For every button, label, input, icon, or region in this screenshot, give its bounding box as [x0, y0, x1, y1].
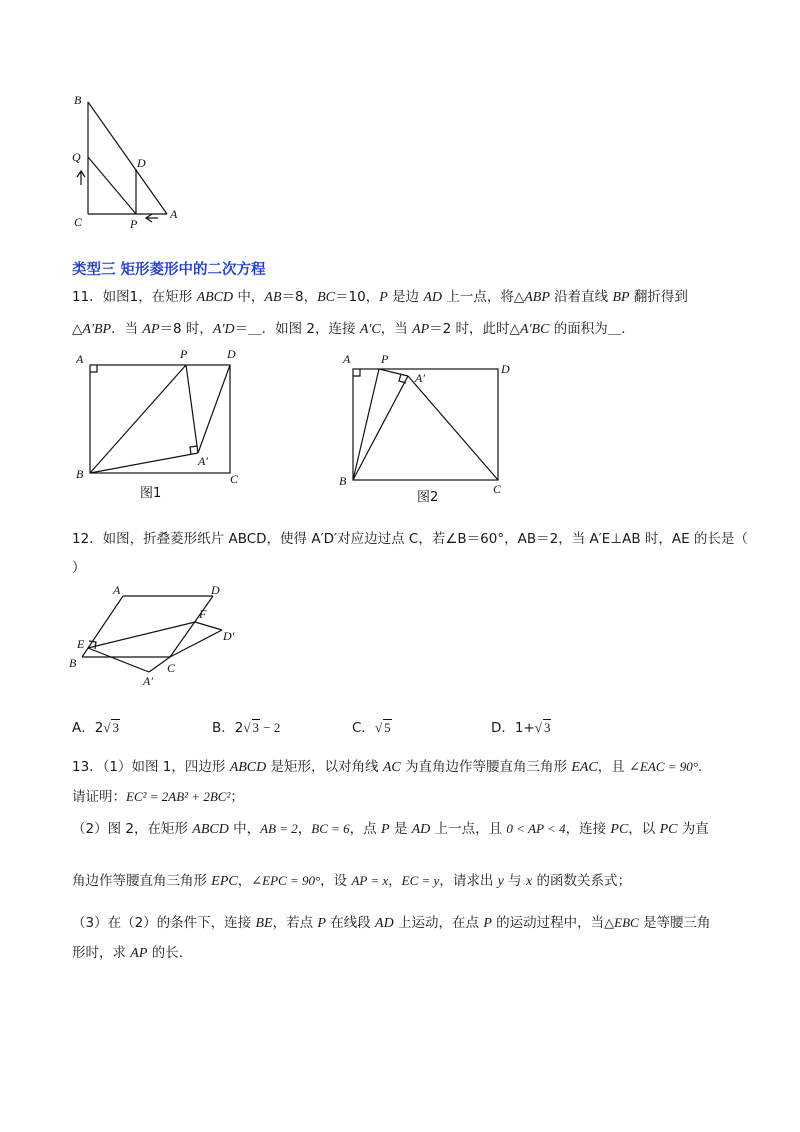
vertex-label: P [130, 217, 138, 231]
vertex-label: A′ [143, 674, 153, 685]
figure-caption: 图1 [140, 486, 162, 501]
vertex-label: P [180, 347, 188, 361]
vertex-label: C [493, 482, 502, 496]
q11-line-1: 11．如图1，在矩形 ABCD 中，AB＝8，BC＝10，P 是边 AD 上一点，将△ABP 沿着直线 BP 翻折得到 [72, 289, 688, 305]
q13-part2-line-1: （2）图 2，在矩形 ABCD 中，AB = 2，BC = 6，点 P 是 AD 上一点，且 0 < AP < 4，连接 PC，以 PC 为直 [72, 821, 709, 837]
q13-part1-line-2: 请证明：EC² = 2AB² + 2BC²； [72, 789, 244, 805]
vertex-label: B [76, 467, 84, 481]
vertex-label: A′ [198, 454, 208, 468]
vertex-label: F [199, 607, 207, 621]
vertex-label: A [170, 207, 178, 221]
q13-part3-line-1: （3）在（2）的条件下，连接 BE，若点 P 在线段 AD 上运动，在点 P 的运动过程中，当△EBC 是等腰三角 [72, 915, 711, 931]
figure-11-2 [335, 345, 525, 505]
vertex-label: A [113, 583, 121, 597]
figure-top-triangle [60, 90, 190, 235]
choice-c[interactable]: C．√ 5 [352, 720, 391, 736]
vertex-label: A [76, 352, 84, 366]
vertex-label: B [74, 93, 82, 107]
q11-line-2: △A′BP．当 AP＝8 时，A′D＝＿．如图 2，连接 A′C，当 AP＝2 时，此时△A′BC 的面积为＿. [72, 321, 626, 337]
figure-11-1 [70, 345, 250, 505]
vertex-label: E [77, 637, 85, 651]
vertex-label: P [381, 352, 389, 366]
vertex-label: B [69, 656, 77, 670]
q12-line-2: ） [72, 560, 86, 576]
vertex-label: C [167, 661, 176, 675]
figure-caption: 图2 [417, 490, 439, 505]
choice-b[interactable]: B．2√ 3 − 2 [212, 720, 281, 736]
q12-line-1: 12．如图，折叠菱形纸片 ABCD，使得 A′D′对应边过点 C，若∠B＝60°，AB＝2，当 A′E⊥AB 时，AE 的长是（ [72, 531, 748, 547]
vertex-label: A [343, 352, 351, 366]
figure-12-rhombus [65, 580, 255, 685]
vertex-label: D′ [223, 629, 235, 643]
q13-part1-line-1: 13．（1）如图 1，四边形 ABCD 是矩形，以对角线 AC 为直角边作等腰直角三角形 EAC，且 ∠EAC = 90°. [72, 759, 703, 775]
q13-part3-line-2: 形时，求 AP 的长. [72, 945, 183, 961]
vertex-label: B [339, 474, 347, 488]
vertex-label: D [137, 156, 146, 170]
vertex-label: D [501, 362, 510, 376]
choice-d[interactable]: D．1+√ 3 [491, 720, 551, 736]
choice-a[interactable]: A．2√ 3 [72, 720, 119, 736]
vertex-label: A′ [415, 371, 425, 385]
vertex-label: C [74, 215, 83, 229]
section-heading: 类型三 矩形菱形中的二次方程 [72, 262, 266, 278]
vertex-label: D [227, 347, 236, 361]
vertex-label: Q [72, 150, 81, 164]
vertex-label: C [230, 472, 239, 486]
q13-part2-line-2: 角边作等腰直角三角形 EPC，∠EPC = 90°，设 AP = x，EC = y，请求出 y 与 x 的函数关系式； [72, 873, 631, 889]
vertex-label: D [211, 583, 220, 597]
